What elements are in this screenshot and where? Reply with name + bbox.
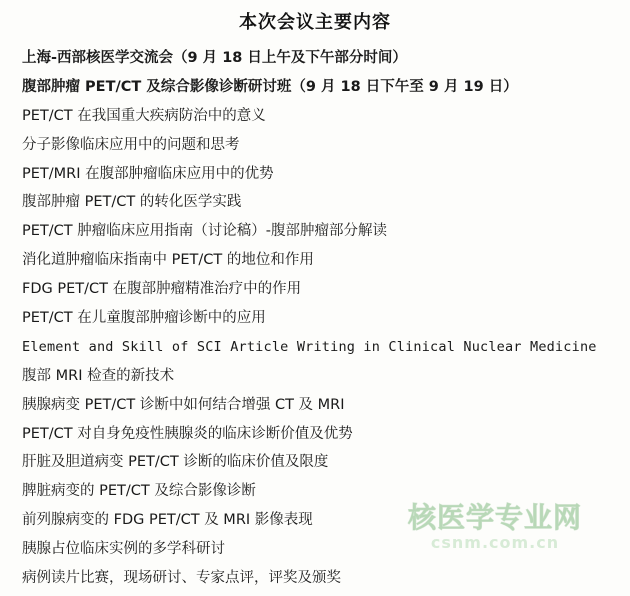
agenda-item: 肝脏及胆道病变 PET/CT 诊断的临床价值及限度: [22, 454, 329, 471]
agenda-item: 脾脏病变的 PET/CT 及综合影像诊断: [22, 483, 256, 500]
agenda-item: 分子影像临床应用中的问题和思考: [22, 136, 240, 153]
agenda-item: 胰腺病变 PET/CT 诊断中如何结合增强 CT 及 MRI: [22, 396, 345, 413]
agenda-item: PET/CT 肿瘤临床应用指南（讨论稿）-腹部肿瘤部分解读: [22, 223, 387, 240]
agenda-item: 胰腺占位临床实例的多学科研讨: [22, 541, 225, 558]
watermark-main-text: 核医学专业网: [407, 501, 582, 534]
agenda-item: 腹部肿瘤 PET/CT 及综合影像诊断研讨班（9 月 18 日下午至 9 月 19 日）: [22, 78, 518, 95]
document-title: 本次会议主要内容: [239, 12, 391, 33]
agenda-list: [22, 44, 622, 593]
agenda-item: 消化道肿瘤临床指南中 PET/CT 的地位和作用: [22, 252, 314, 269]
agenda-item: 上海-西部核医学交流会（9 月 18 日上午及下午部分时间）: [22, 50, 407, 66]
agenda-item: Element and Skill of SCI Article Writing in Clinical Nuclear Medicine: [22, 338, 597, 355]
agenda-item: FDG PET/CT 在腹部肿瘤精准治疗中的作用: [22, 281, 302, 298]
agenda-item: 腹部 MRI 检查的新技术: [22, 367, 175, 384]
watermark-sub-text: csnm.com.cn: [430, 533, 560, 552]
agenda-item: PET/CT 在儿童腹部肿瘤诊断中的应用: [22, 310, 266, 327]
agenda-item: 腹部肿瘤 PET/CT 的转化医学实践: [22, 194, 242, 211]
agenda-item: PET/CT 在我国重大疾病防治中的意义: [22, 107, 266, 124]
agenda-item: PET/CT 对自身免疫性胰腺炎的临床诊断价值及优势: [22, 425, 353, 442]
agenda-item: PET/MRI 在腹部肿瘤临床应用中的优势: [22, 165, 274, 182]
agenda-item: 前列腺病变的 FDG PET/CT 及 MRI 影像表现: [22, 512, 313, 529]
agenda-item: 病例读片比赛，现场研讨、专家点评，评奖及颁奖: [22, 570, 341, 587]
